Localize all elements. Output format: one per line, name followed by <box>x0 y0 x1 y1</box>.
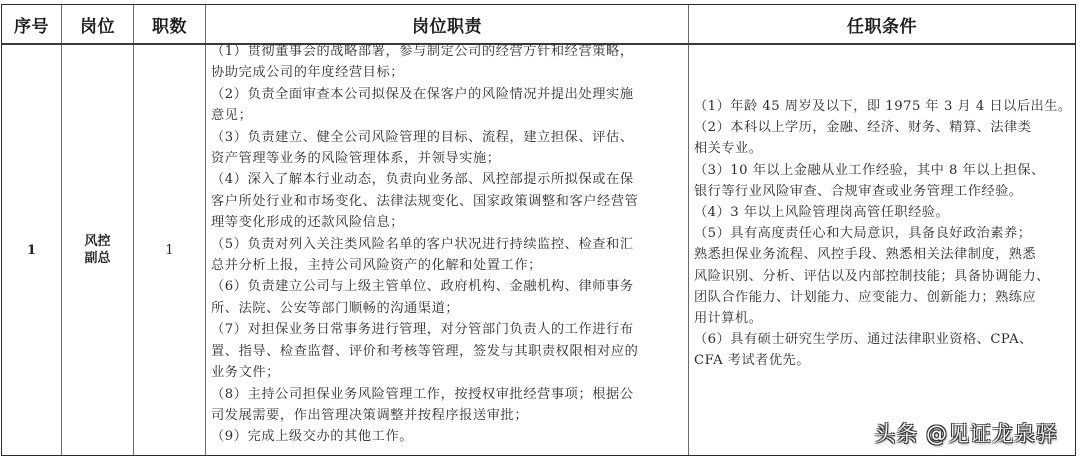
requirement-line: 相关专业。 <box>694 141 763 157</box>
header-index: 序号 <box>14 16 49 37</box>
duty-line: 资产管理等业务的风险管理体系，并领导实施； <box>211 151 501 167</box>
row-index-value: 1 <box>26 242 37 258</box>
duty-line: （9）完成上级交办的其他工作。 <box>211 429 414 445</box>
duty-line: 意见； <box>211 108 253 124</box>
duty-line: （6）负责建立公司与上级主管单位、政府机构、金融机构、律师事务 <box>211 279 634 295</box>
duty-line: 业务文件； <box>211 365 280 381</box>
column-divider <box>688 5 689 455</box>
requirement-line: 熟悉担保业务流程、风控手段、熟悉相关法律制度，熟悉 <box>694 247 1037 263</box>
duty-line: （7）对担保业务日常事务进行管理，对分管部门负责人的工作进行布 <box>211 322 634 338</box>
requirements-cell <box>694 96 1072 372</box>
row-position-line2: 副总 <box>84 251 111 266</box>
duty-line: 总并分析上报，主持公司风险资产的化解和处置工作； <box>211 258 542 274</box>
row-count <box>134 45 205 455</box>
header-count: 职数 <box>152 16 187 37</box>
requirement-line: CFA 考试者优先。 <box>694 353 810 369</box>
duty-line: 司发展需要，作出管理决策调整并按程序报送审批； <box>211 407 529 423</box>
header-position: 岗位 <box>80 16 115 37</box>
requirement-line: （5）具有高度责任心和大局意识，具备良好政治素养； <box>694 226 1032 242</box>
row-index <box>2 45 61 455</box>
duties-cell <box>211 41 687 448</box>
duty-line: （8）主持公司担保业务风险管理工作，按授权审批经营事项；根据公 <box>211 386 634 402</box>
row-position <box>62 45 133 455</box>
duty-line: 协助完成公司的年度经营目标； <box>211 65 405 81</box>
requirement-line: （6）具有硕士研究生学历、通过法律职业资格、CPA、 <box>694 332 1033 348</box>
duty-line: 所、法院、公安等部门顺畅的沟通渠道； <box>211 300 460 316</box>
duty-line: （5）负责对列入关注类风险名单的客户状况进行持续监控、检查和汇 <box>211 236 634 252</box>
watermark: 头条 @见证龙泉驿 <box>874 422 1058 446</box>
duty-line: （4）深入了解本行业动态，负责向业务部、风控部提示所拟保或在保 <box>211 172 634 188</box>
duty-line: （3）负责建立、健全公司风险管理的目标、流程，建立担保、评估、 <box>211 129 634 145</box>
duty-line: 理等变化形成的还款风险信息； <box>211 215 405 231</box>
requirement-line: （1）年龄 45 周岁及以下，即 1975 年 3 月 4 日以后出生。 <box>694 99 1072 114</box>
row-position-line1: 风控 <box>84 234 111 249</box>
column-divider <box>205 5 206 455</box>
requirement-line: 用计算机。 <box>694 311 763 327</box>
header-duties: 岗位职责 <box>412 16 482 37</box>
duty-line: （2）负责全面审查本公司拟保及在保客户的风险情况并提出处理实施 <box>211 86 634 102</box>
duty-line: 客户所处行业和市场变化、法律法规变化、国家政策调整和客户经营管 <box>211 193 639 209</box>
row-count-value: 1 <box>165 242 174 258</box>
duty-line: （1）贯彻董事会的战略部署，参与制定公司的经营方针和经营策略， <box>211 44 634 59</box>
duty-line: 置、指导、检查监督、评价和考核等管理，签发与其职责权限相对应的 <box>211 343 639 359</box>
requirement-line: （4）3 年以上风险管理岗高管任职经验。 <box>694 205 950 221</box>
requirement-line: （3）10 年以上金融从业工作经验，其中 8 年以上担保、 <box>694 162 1045 178</box>
requirement-line: 风险识别、分析、评估以及内部控制技能；具备协调能力、 <box>694 268 1050 284</box>
header-requirements: 任职条件 <box>847 16 917 37</box>
requirement-line: 团队合作能力、计划能力、应变能力、创新能力；熟练应 <box>694 289 1037 305</box>
requirement-line: （2）本科以上学历，金融、经济、财务、精算、法律类 <box>694 120 1032 136</box>
requirement-line: 银行等行业风险审查、合规审查或业务管理工作经验。 <box>694 183 1023 199</box>
